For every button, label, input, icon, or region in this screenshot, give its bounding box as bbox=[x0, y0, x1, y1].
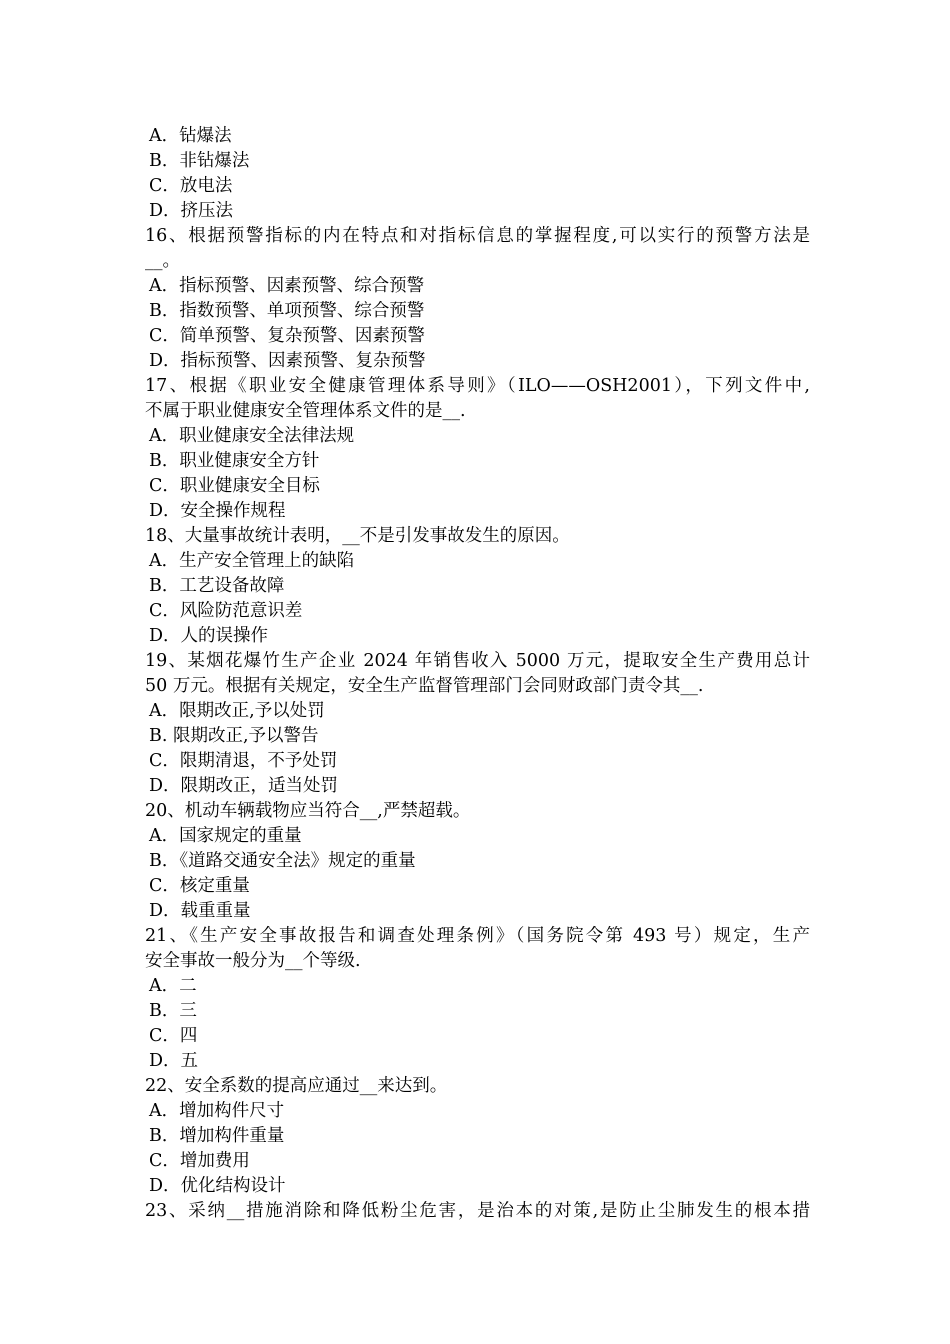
option-line: A．国家规定的重量 bbox=[149, 826, 302, 846]
option-line: A．钻爆法 bbox=[149, 126, 232, 146]
question-22: 22、安全系数的提高应通过__来达到。 bbox=[145, 1076, 448, 1096]
option-line: C．核定重量 bbox=[149, 876, 250, 896]
question-18: 18、大量事故统计表明，__不是引发事故发生的原因。 bbox=[145, 526, 570, 546]
option-line: B．《道路交通安全法》规定的重量 bbox=[149, 851, 416, 871]
question-23-line-1: 23、采纳__措施消除和降低粉尘危害，是治本的对策,是防止尘肺发生的根本措 bbox=[145, 1201, 810, 1221]
option-line: B．增加构件重量 bbox=[149, 1126, 285, 1146]
option-line: B．职业健康安全方针 bbox=[149, 451, 320, 471]
option-line: D．指标预警、因素预警、复杂预警 bbox=[149, 351, 426, 371]
question-21-line-2: 安全事故一般分为__个等级. bbox=[145, 951, 361, 971]
question-19-line-1: 19、某烟花爆竹生产企业 2024 年销售收入 5000 万元，提取安全生产费用总计 bbox=[145, 651, 810, 671]
option-line: A．限期改正,予以处罚 bbox=[149, 701, 325, 721]
option-line: D．安全操作规程 bbox=[149, 501, 286, 521]
option-line: C．增加费用 bbox=[149, 1151, 250, 1171]
question-19-line-2: 50 万元。根据有关规定，安全生产监督管理部门会同财政部门责令其__. bbox=[145, 676, 704, 696]
option-line: D．载重重量 bbox=[149, 901, 251, 921]
document-page bbox=[145, 124, 810, 1224]
option-line: A．二 bbox=[149, 976, 197, 996]
option-line: D．优化结构设计 bbox=[149, 1176, 286, 1196]
option-line: C．简单预警、复杂预警、因素预警 bbox=[149, 326, 425, 346]
question-16-line-2: __。 bbox=[145, 251, 180, 271]
question-17-line-1: 17、根据《职业安全健康管理体系导则》（ILO——OSH2001），下列文件中, bbox=[145, 376, 810, 396]
option-line: D．挤压法 bbox=[149, 201, 234, 221]
option-line: C．放电法 bbox=[149, 176, 233, 196]
option-line: B．三 bbox=[149, 1001, 197, 1021]
option-line: B．工艺设备故障 bbox=[149, 576, 285, 596]
option-line: C．职业健康安全目标 bbox=[149, 476, 320, 496]
option-line: B．非钻爆法 bbox=[149, 151, 250, 171]
question-21-line-1: 21、《生产安全事故报告和调查处理条例》（国务院令第 493 号）规定，生产 bbox=[145, 926, 810, 946]
question-16-line-1: 16、根据预警指标的内在特点和对指标信息的掌握程度,可以实行的预警方法是 bbox=[145, 226, 810, 246]
option-line: C．限期清退，不予处罚 bbox=[149, 751, 338, 771]
question-17-line-2: 不属于职业健康安全管理体系文件的是__. bbox=[145, 401, 466, 421]
option-line: C．四 bbox=[149, 1026, 198, 1046]
option-line: A．职业健康安全法律法规 bbox=[149, 426, 355, 446]
option-line: A．增加构件尺寸 bbox=[149, 1101, 285, 1121]
option-line: D．人的误操作 bbox=[149, 626, 269, 646]
option-line: D．限期改正，适当处罚 bbox=[149, 776, 339, 796]
option-line: D．五 bbox=[149, 1051, 199, 1071]
option-line: A．指标预警、因素预警、综合预警 bbox=[149, 276, 425, 296]
option-line: B．指数预警、单项预警、综合预警 bbox=[149, 301, 425, 321]
option-line: B. 限期改正,予以警告 bbox=[149, 726, 319, 746]
question-20: 20、机动车辆载物应当符合__,严禁超载。 bbox=[145, 801, 471, 821]
option-line: A．生产安全管理上的缺陷 bbox=[149, 551, 355, 571]
option-line: C．风险防范意识差 bbox=[149, 601, 303, 621]
